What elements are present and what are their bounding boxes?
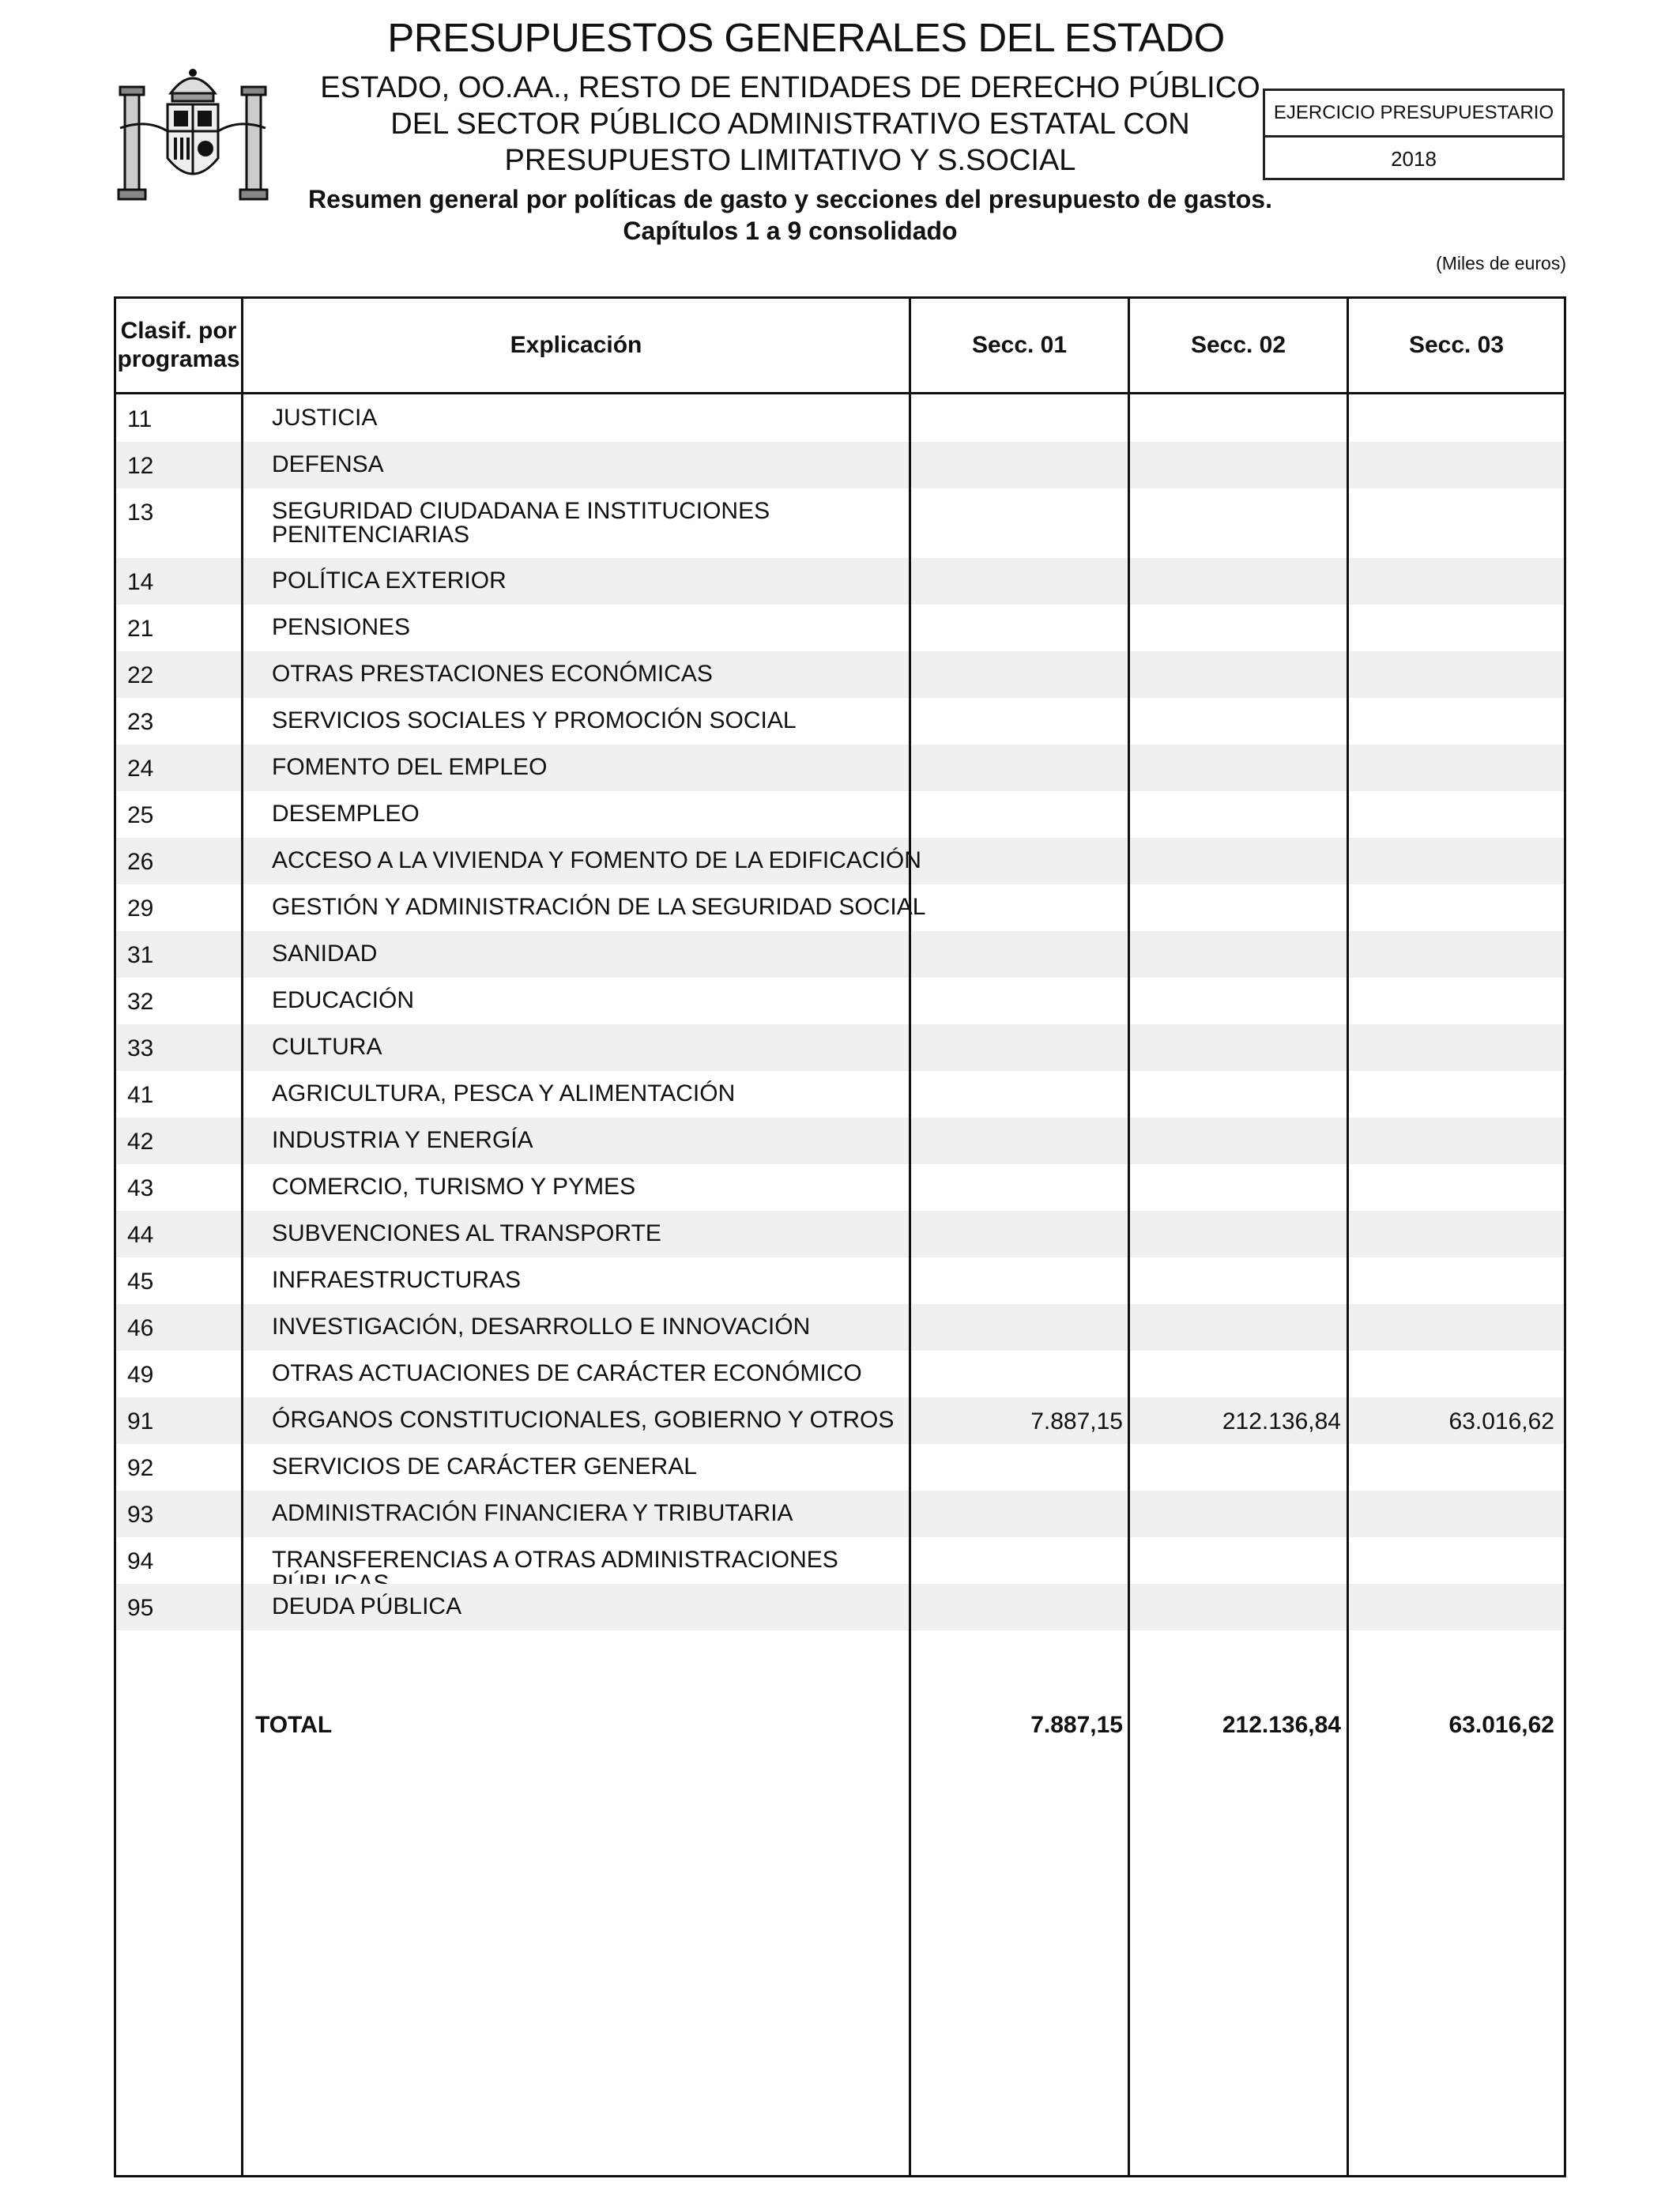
row-explicacion: INVESTIGACIÓN, DESARROLLO E INNOVACIÓN (272, 1314, 811, 1340)
row-secc03: 63.016,62 (1448, 1408, 1554, 1434)
row-code: 95 (127, 1595, 154, 1621)
header-secc02: Secc. 02 (1190, 332, 1286, 358)
row-explicacion: TRANSFERENCIAS A OTRAS ADMINISTRACIONES (272, 1547, 838, 1573)
total-secc01: 7.887,15 (1030, 1712, 1123, 1738)
row-code: 23 (127, 709, 154, 735)
header-secc01: Secc. 01 (971, 332, 1068, 358)
summary-line: Resumen general por políticas de gasto y secciones del presupuesto de gastos. (308, 185, 1272, 213)
row-explicacion: COMERCIO, TURISMO Y PYMES (272, 1174, 636, 1200)
row-code: 33 (127, 1035, 154, 1061)
row-explicacion: POLÍTICA EXTERIOR (272, 567, 507, 594)
column-divider (1128, 299, 1130, 2175)
row-explicacion: DEFENSA (272, 451, 384, 477)
row-explicacion: SERVICIOS DE CARÁCTER GENERAL (272, 1453, 697, 1480)
row-explicacion: JUSTICIA (272, 405, 378, 431)
column-divider (241, 299, 243, 2175)
row-explicacion: EDUCACIÓN (272, 987, 415, 1013)
row-explicacion: GESTIÓN Y ADMINISTRACIÓN DE LA SEGURIDAD SOCIAL (272, 894, 926, 920)
row-code: 24 (127, 756, 154, 782)
row-code: 45 (127, 1269, 154, 1295)
row-secc01: 7.887,15 (1030, 1408, 1123, 1434)
row-code: 43 (127, 1175, 154, 1201)
row-explicacion: ACCESO A LA VIVIENDA Y FOMENTO DE LA EDIFICACIÓN (272, 847, 921, 873)
row-explicacion: SUBVENCIONES AL TRANSPORTE (272, 1220, 661, 1246)
row-code: 14 (127, 569, 154, 595)
row-code: 42 (127, 1129, 154, 1155)
entity-title-line: DEL SECTOR PÚBLICO ADMINISTRATIVO ESTATAL CON (390, 107, 1190, 141)
row-explicacion: INFRAESTRUCTURAS (272, 1267, 522, 1293)
row-secc02: 212.136,84 (1222, 1408, 1341, 1434)
row-code: 44 (127, 1222, 154, 1248)
entity-title-line: PRESUPUESTO LIMITATIVO Y S.SOCIAL (504, 144, 1076, 177)
row-explicacion: ÓRGANOS CONSTITUCIONALES, GOBIERNO Y OTROS (272, 1407, 895, 1433)
header-secc03: Secc. 03 (1408, 332, 1505, 358)
total-secc02: 212.136,84 (1222, 1712, 1341, 1738)
ejercicio-box (1263, 89, 1565, 180)
summary-line: Capítulos 1 a 9 consolidado (623, 217, 958, 245)
header-clasif-line2: programas (117, 346, 240, 372)
units-note: (Miles de euros) (1436, 253, 1566, 273)
row-explicacion: SEGURIDAD CIUDADANA E INSTITUCIONES PENITENCIARIAS (272, 498, 770, 548)
row-code: 41 (127, 1082, 154, 1108)
column-divider (1347, 299, 1349, 2175)
row-explicacion: PENSIONES (272, 614, 411, 640)
total-secc03: 63.016,62 (1448, 1712, 1554, 1738)
row-explicacion: CULTURA (272, 1034, 382, 1060)
row-code: 29 (127, 895, 154, 922)
row-explicacion: DESEMPLEO (272, 801, 420, 827)
row-code: 94 (127, 1548, 154, 1574)
row-code: 49 (127, 1362, 154, 1388)
summary-subtitle (237, 183, 1343, 247)
row-code: 21 (127, 616, 154, 642)
ejercicio-label: EJERCICIO PRESUPUESTARIO (1265, 91, 1562, 138)
row-explicacion: FOMENTO DEL EMPLEO (272, 754, 548, 780)
row-code: 22 (127, 662, 154, 688)
row-code: 25 (127, 802, 154, 828)
row-explicacion: INDUSTRIA Y ENERGÍA (272, 1127, 533, 1153)
row-code: 31 (127, 942, 154, 968)
budget-table (114, 296, 1566, 2177)
entity-title-line: ESTADO, OO.AA., RESTO DE ENTIDADES DE DERECHO PÚBLICO (320, 71, 1260, 104)
header-clasif (116, 299, 241, 392)
row-code: 92 (127, 1455, 154, 1481)
row-code: 11 (127, 406, 153, 432)
row-explicacion: ADMINISTRACIÓN FINANCIERA Y TRIBUTARIA (272, 1500, 793, 1526)
column-divider (909, 299, 911, 2175)
row-explicacion: SERVICIOS SOCIALES Y PROMOCIÓN SOCIAL (272, 707, 797, 733)
row-explicacion: AGRICULTURA, PESCA Y ALIMENTACIÓN (272, 1080, 736, 1106)
row-code: 93 (127, 1502, 154, 1528)
row-explicacion: OTRAS PRESTACIONES ECONÓMICAS (272, 661, 713, 687)
ejercicio-year: 2018 (1391, 146, 1437, 171)
row-explicacion: DEUDA PÚBLICA (272, 1593, 462, 1619)
row-code: 26 (127, 849, 154, 875)
total-label: TOTAL (255, 1712, 333, 1738)
row-code: 13 (127, 499, 154, 526)
header-explicacion: Explicación (510, 332, 642, 358)
row-code: 46 (127, 1315, 154, 1341)
row-code: 12 (127, 453, 154, 479)
main-title: PRESUPUESTOS GENERALES DEL ESTADO (387, 15, 1225, 60)
row-explicacion: SANIDAD (272, 941, 378, 967)
header-clasif-line1: Clasif. por (120, 318, 237, 344)
row-code: 91 (127, 1408, 154, 1434)
row-explicacion: OTRAS ACTUACIONES DE CARÁCTER ECONÓMICO (272, 1360, 862, 1386)
entity-title (269, 70, 1312, 179)
row-code: 32 (127, 989, 154, 1015)
